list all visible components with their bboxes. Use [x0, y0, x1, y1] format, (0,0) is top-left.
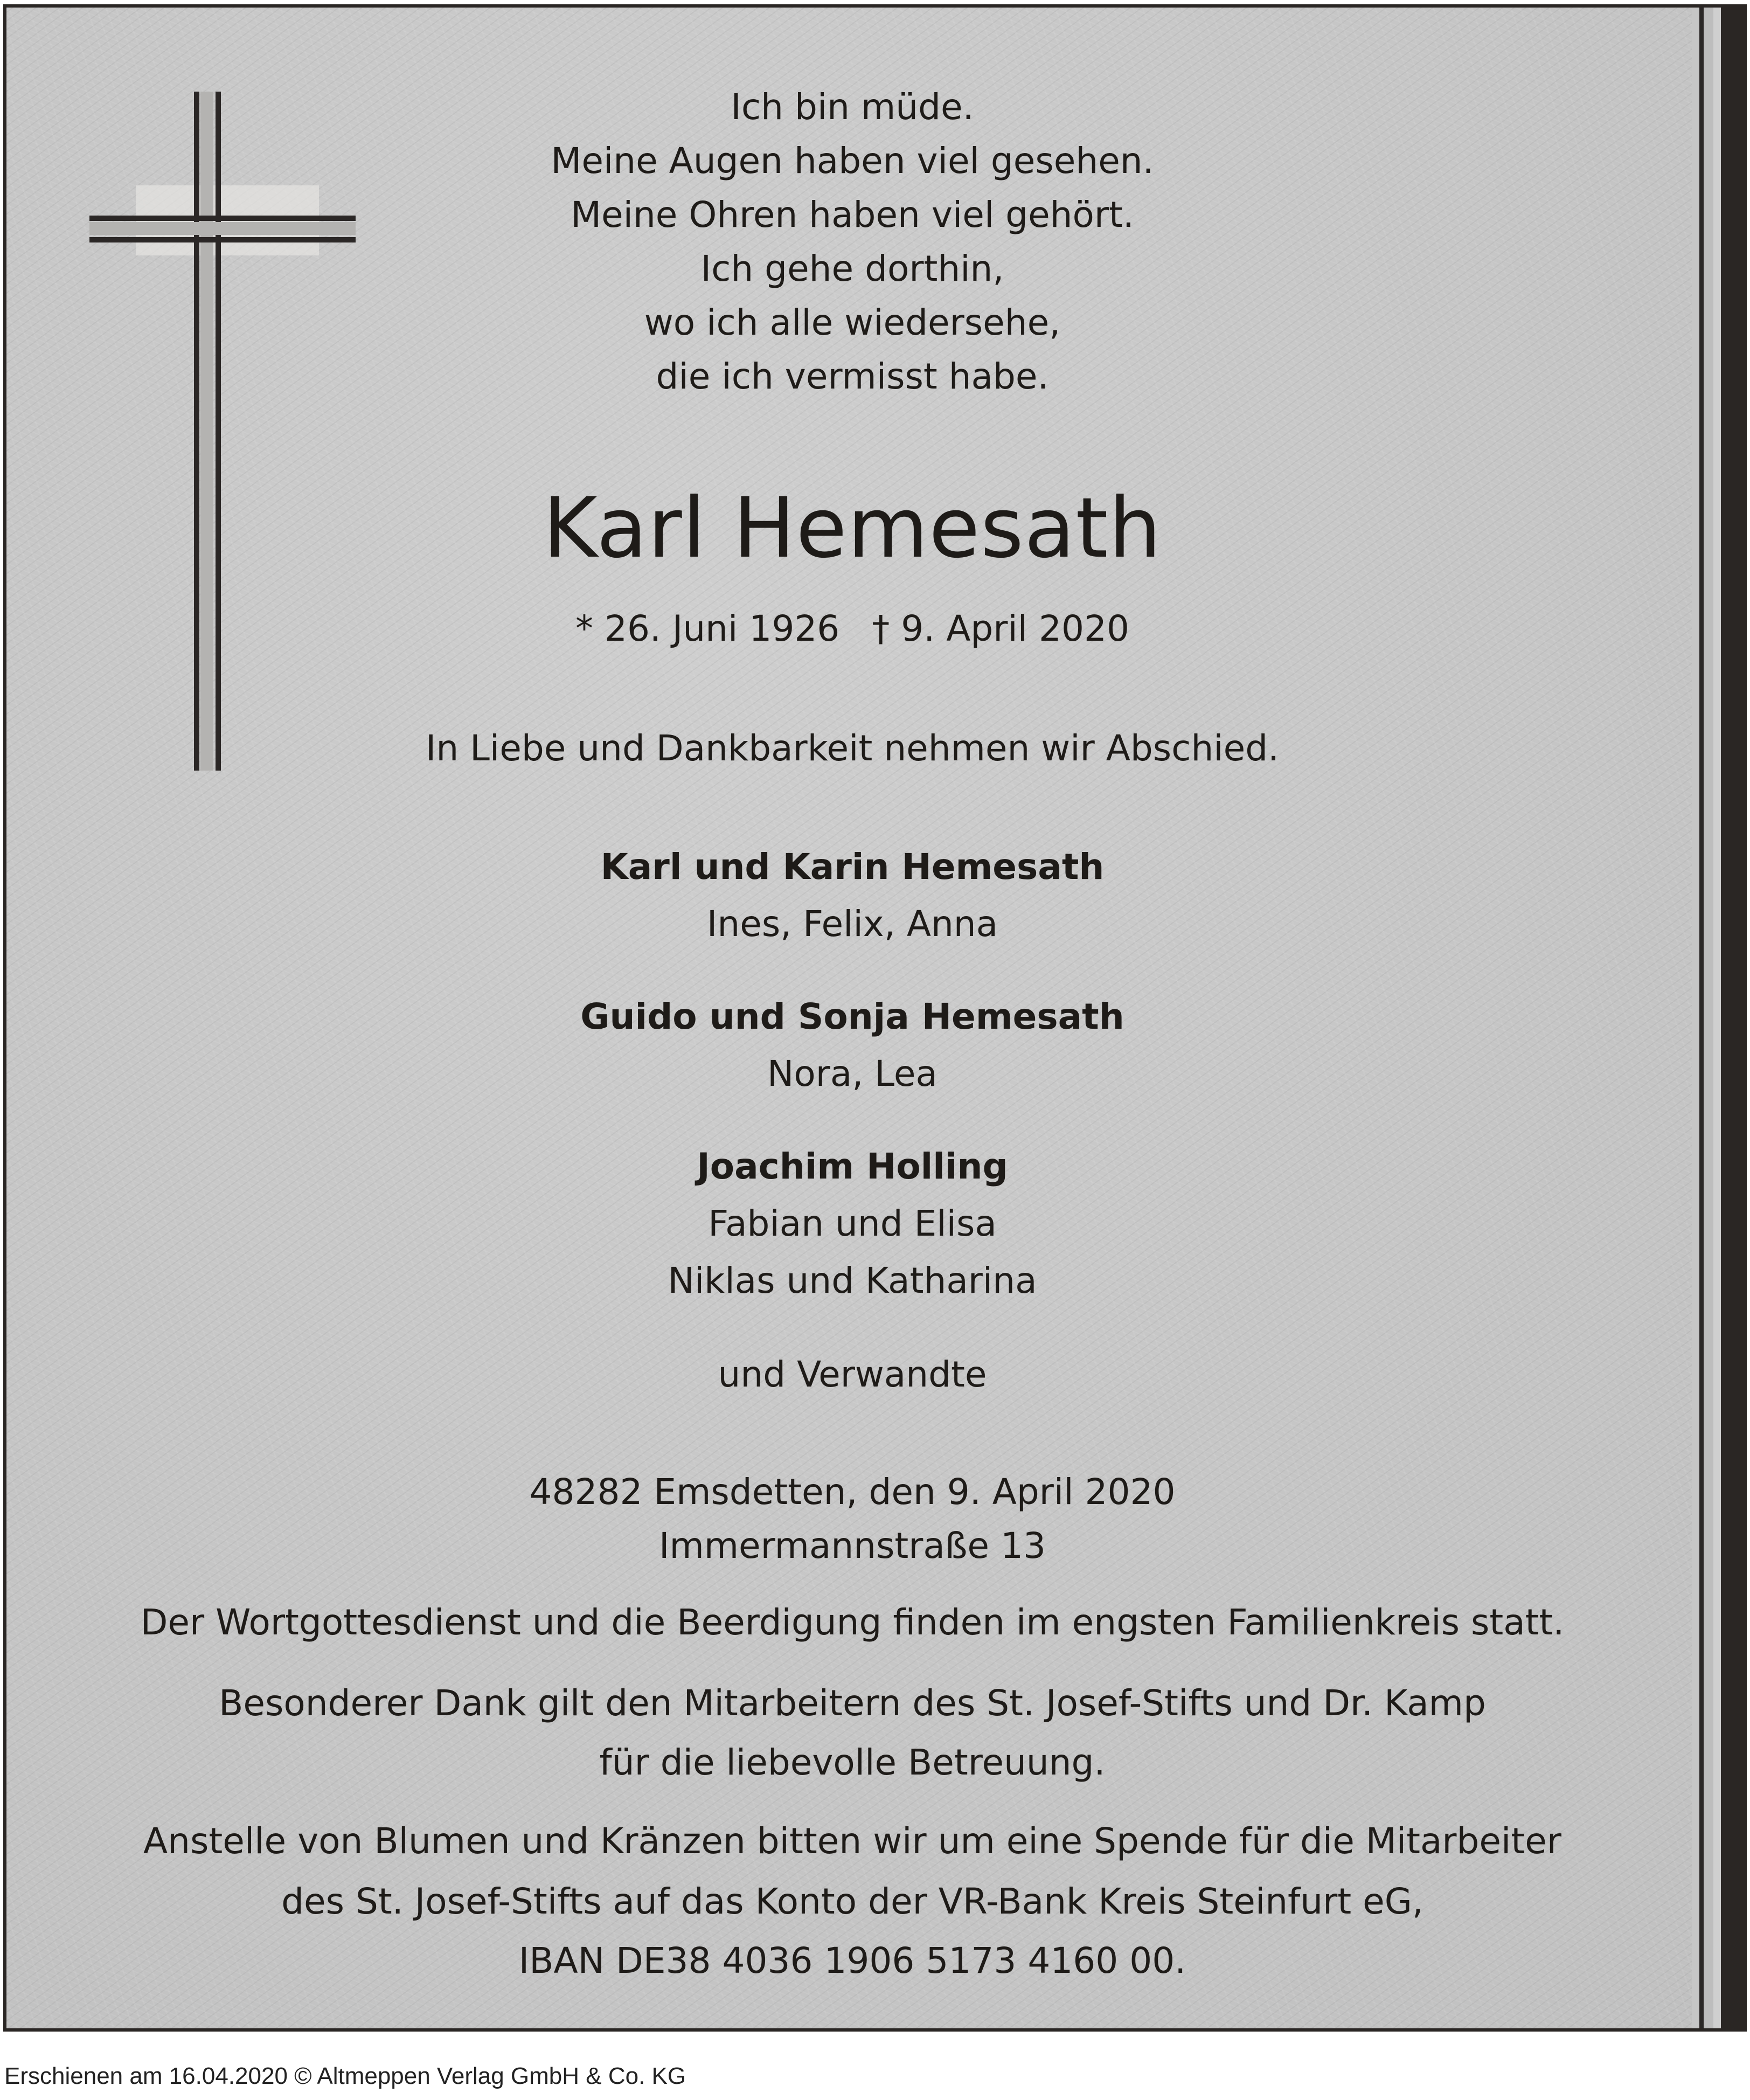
donation-notice-line: Anstelle von Blumen und Kränzen bitten wir um eine Spende für die Mitarbeiter	[143, 1820, 1561, 1862]
mourner-family-head: Karl und Karin Hemesath	[600, 846, 1105, 888]
poem-line: Meine Ohren haben viel gehört.	[571, 194, 1134, 235]
mourner-family-head: Guido und Sonja Hemesath	[580, 996, 1124, 1037]
life-dates	[6, 608, 1698, 649]
mourner-family-members: Fabian und Elisa	[708, 1203, 997, 1244]
thanks-notice-line: für die liebevolle Betreuung.	[599, 1742, 1106, 1783]
service-notice: Der Wortgottesdienst und die Beerdigung finden im engsten Familienkreis statt.	[140, 1602, 1565, 1643]
mourner-family-head: Joachim Holling	[697, 1146, 1008, 1187]
street-address: Immermannstraße 13	[658, 1525, 1046, 1567]
publication-footer: Erschienen am 16.04.2020 © Altmeppen Verlag GmbH & Co. KG	[4, 2063, 686, 2089]
poem-line: wo ich alle wiedersehe,	[644, 302, 1061, 343]
farewell-line: In Liebe und Dankbarkeit nehmen wir Abschied.	[425, 727, 1280, 769]
obituary-card	[3, 4, 1747, 2032]
poem-line: Ich bin müde.	[731, 86, 974, 128]
poem-line: Meine Augen haben viel gesehen.	[551, 140, 1154, 182]
decorative-edge-strip	[1692, 8, 1744, 2028]
donation-iban-line: IBAN DE38 4036 1906 5173 4160 00.	[518, 1940, 1186, 1981]
death-date: † 9. April 2020	[872, 608, 1130, 649]
mourner-family-members: Niklas und Katharina	[668, 1260, 1037, 1301]
birth-date: * 26. Juni 1926	[575, 608, 840, 649]
thanks-notice-line: Besonderer Dank gilt den Mitarbeitern des St. Josef-Stifts und Dr. Kamp	[219, 1682, 1486, 1724]
mourner-family-members: Ines, Felix, Anna	[706, 903, 998, 945]
poem-line: Ich gehe dorthin,	[700, 248, 1004, 289]
place-date-line: 48282 Emsdetten, den 9. April 2020	[529, 1471, 1176, 1513]
mourner-family-members: Nora, Lea	[767, 1053, 938, 1094]
deceased-name: Karl Hemesath	[543, 480, 1162, 577]
poem-line: die ich vermisst habe.	[656, 356, 1049, 397]
obituary-text	[6, 8, 1698, 2028]
donation-notice-line: des St. Josef-Stifts auf das Konto der VR-Bank Kreis Steinfurt eG,	[281, 1881, 1423, 1922]
relatives-line: und Verwandte	[718, 1354, 987, 1395]
